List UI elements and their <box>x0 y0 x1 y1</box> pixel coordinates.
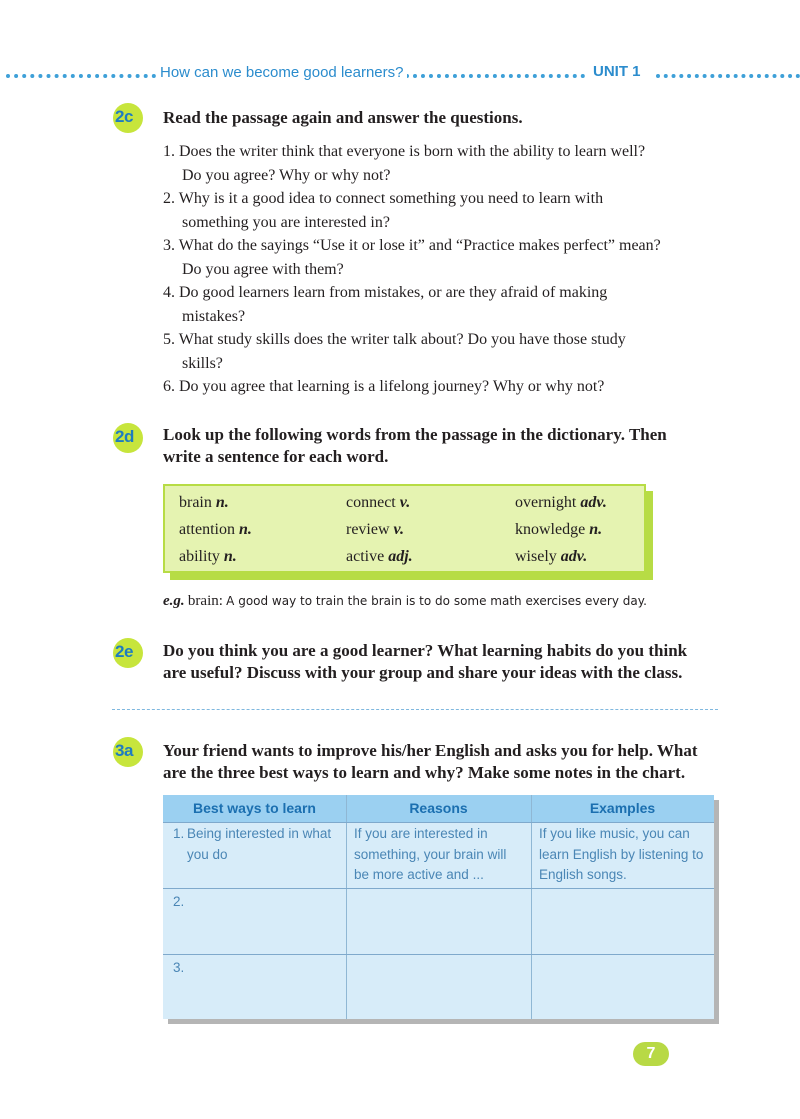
page-header <box>0 62 800 86</box>
badge-2c: 2c <box>113 103 143 133</box>
chart-cell-way-2: 2. <box>173 894 185 909</box>
chart-col-divider <box>346 795 347 1019</box>
word-box <box>163 484 646 573</box>
question-list <box>163 140 723 399</box>
word-item: brain n. <box>179 494 229 511</box>
word-item: knowledge n. <box>515 521 603 538</box>
chart-cell-way-1: 1. Being interested in what you do <box>173 826 332 862</box>
word-item: wisely adv. <box>515 548 588 565</box>
chart-col-divider <box>531 795 532 1019</box>
question-item: 4. Do good learners learn from mistakes, or are they afraid of making mistakes? <box>163 284 608 325</box>
badge-2e: 2e <box>113 638 143 668</box>
instruction-3a: Your friend wants to improve his/her English and asks you for help. What are the three best ways to learn and why? Make some notes in the chart. <box>163 741 698 782</box>
unit-label: UNIT 1 <box>587 63 647 80</box>
instruction-2c: Read the passage again and answer the questions. <box>163 108 523 127</box>
header-dots-right <box>656 74 800 78</box>
badge-3a: 3a <box>113 737 143 767</box>
chart-cell-example-1: If you like music, you can learn English by listening to English songs. <box>539 826 704 882</box>
word-item: ability n. <box>179 548 237 565</box>
word-item: active adj. <box>346 548 413 565</box>
example-sentence: e.g. brain: A good way to train the brain is to do some math exercises every day. <box>163 593 647 609</box>
chart-row-divider <box>163 954 714 955</box>
badge-2d: 2d <box>113 423 143 453</box>
question-item: 5. What study skills does the writer talk about? Do you have those study skills? <box>163 331 626 372</box>
question-item: 3. What do the sayings “Use it or lose it” and “Practice makes perfect” mean? Do you agree with them? <box>163 237 661 278</box>
question-item: 1. Does the writer think that everyone is born with the ability to learn well? Do you agree? Why or why not? <box>163 143 646 184</box>
chart-cell-reason-1: If you are interested in something, your brain will be more active and ... <box>354 826 507 882</box>
page-number: 7 <box>633 1042 669 1066</box>
chart-header-examples: Examples <box>589 800 656 816</box>
section-divider <box>112 709 718 710</box>
word-item: connect v. <box>346 494 411 511</box>
question-item: 6. Do you agree that learning is a lifelong journey? Why or why not? <box>163 378 605 395</box>
word-item: review v. <box>346 521 405 538</box>
instruction-2e: Do you think you are a good learner? What learning habits do you think are useful? Discuss with your group and share your ideas with the class. <box>163 641 688 682</box>
chart-header-ways: Best ways to learn <box>193 800 316 816</box>
header-dots-middle <box>405 74 585 78</box>
question-item: 2. Why is it a good idea to connect something you need to learn with something you are interested in? <box>163 190 604 231</box>
chart-row-divider <box>163 888 714 889</box>
chart-row-divider <box>163 822 714 823</box>
word-item: overnight adv. <box>515 494 607 511</box>
header-dots-left <box>6 74 156 78</box>
word-item: attention n. <box>179 521 252 538</box>
notes-chart <box>163 795 714 1019</box>
lesson-title: How can we become good learners? <box>156 64 407 81</box>
chart-header-reasons: Reasons <box>409 800 468 816</box>
instruction-2d: Look up the following words from the passage in the dictionary. Then write a sentence for each word. <box>163 425 667 466</box>
chart-cell-way-3: 3. <box>173 960 185 975</box>
